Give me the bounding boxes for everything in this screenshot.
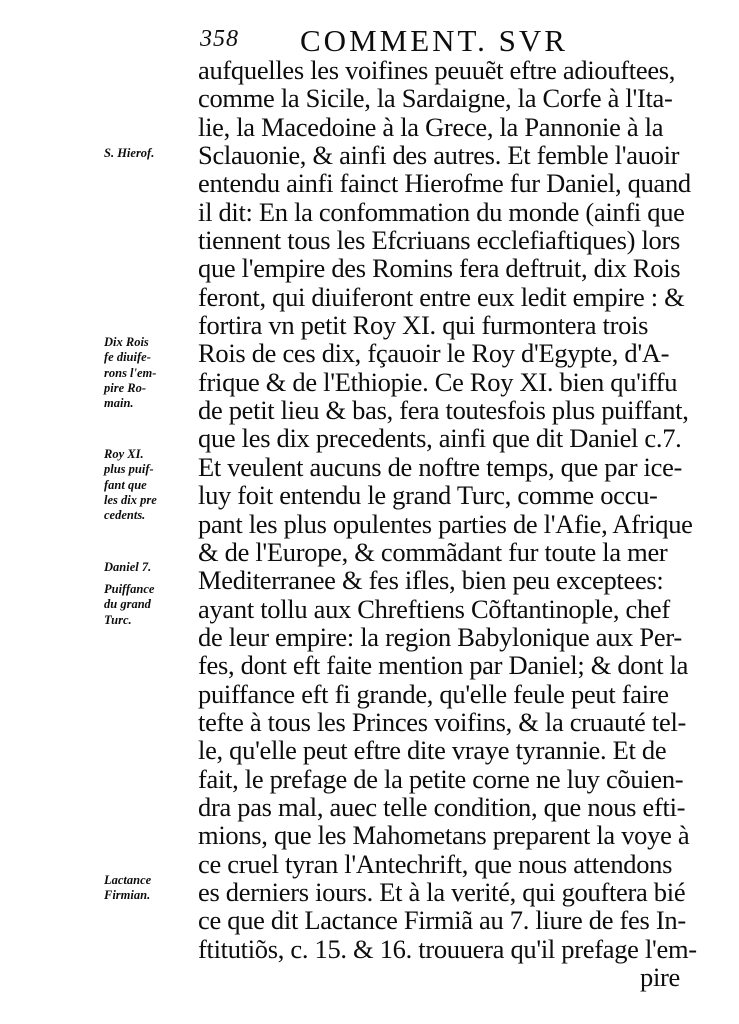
margin-note-line: Dix Rois [104, 335, 149, 349]
text-line: ayant tollu aux Chreftiens Cõftantinople, chef [198, 593, 670, 624]
margin-note-line: plus puif- [104, 462, 154, 477]
text-line: tefte à tous les Princes voifins, & la cruauté tel- [198, 706, 687, 737]
body-text [198, 55, 697, 992]
text-line: fortira vn petit Roy XI. qui furmontera trois [198, 310, 649, 341]
text-line: pant les plus opulentes parties de l'Afie, Afrique [198, 508, 693, 539]
margin-note-line: S. Hierof. [104, 146, 155, 160]
margin-note-line: rons l'em- [104, 365, 157, 380]
text-line: luy foit entendu le grand Turc, comme occu- [198, 480, 658, 511]
text-line: que l'empire des Romins fera deftruit, dix Rois [198, 253, 681, 284]
text-line: ftitutiõs, c. 15. & 16. trouuera qu'il prefage l'em- [198, 933, 697, 964]
text-line: tiennent tous les Efcriuans ecclefiaftiques) lors [198, 225, 680, 256]
text-line: de leur empire: la region Babylonique aux Per- [198, 621, 682, 652]
text-line: entendu ainfi fainct Hierofme fur Daniel, quand [198, 168, 691, 199]
margin-note-line: Lactance [104, 873, 152, 887]
text-line: de petit lieu & bas, fera toutesfois plus puiffant, [198, 395, 689, 426]
margin-note-line: fe diuife- [104, 350, 151, 365]
margin-note-line: fant que [104, 477, 147, 492]
catchword: pire [640, 962, 680, 992]
text-line: Sclauonie, & ainfi des autres. Et femble l'auoir [198, 140, 680, 171]
margin-note-line: cedents. [104, 508, 146, 523]
text-line: Et veulent aucuns de noftre temps, que par ice- [198, 451, 683, 482]
text-line: comme la Sicile, la Sardaigne, la Corfe à l'Ita- [198, 83, 673, 114]
text-line: feront, qui diuiferont entre eux ledit empire : & [198, 281, 685, 312]
margin-note-line: Firmian. [104, 888, 151, 903]
text-line: ce que dit Lactance Firmiã au 7. liure de fes In- [198, 905, 686, 936]
running-title: COMMENT. SVR [300, 23, 568, 58]
margin-note [104, 335, 196, 411]
text-line: mions, que les Mahometans preparent la voye à [198, 820, 690, 851]
text-line: ce cruel tyran l'Antechrift, que nous attendons [198, 848, 673, 879]
text-line: le, qu'elle peut eftre dite vraye tyrannie. Et de [198, 735, 667, 766]
margin-note-line: Roy XI. [104, 447, 144, 461]
text-line: fes, dont eft faite mention par Daniel; & dont la [198, 650, 689, 681]
margin-note [104, 873, 196, 904]
text-line: & de l'Europe, & commãdant fur toute la mer [198, 536, 668, 567]
page-number: 358 [200, 26, 239, 52]
text-line: puiffance eft fi grande, qu'elle feule peut faire [198, 678, 669, 709]
margin-note [104, 146, 196, 161]
margin-note [104, 447, 196, 523]
text-line: Mediterranee & fes ifles, bien peu exceptees: [198, 565, 664, 596]
text-line: fait, le prefage de la petite corne ne luy cõuien- [198, 763, 684, 794]
margin-note-line: pire Ro- [104, 380, 147, 395]
text-line: il dit: En la confommation du monde (ainfi que [198, 196, 685, 227]
text-line: es derniers iours. Et à la verité, qui goufterа bié [198, 876, 686, 907]
text-line: lie, la Macedoine à la Grece, la Pannonie à la [198, 111, 664, 142]
margin-note [104, 560, 196, 575]
text-line: Rois de ces dix, fçauoir le Roy d'Egypte, d'A- [198, 338, 670, 369]
text-line: que les dix precedents, ainfi que dit Daniel c.7. [198, 423, 682, 454]
margin-note-line: les dix pre [104, 492, 157, 507]
margin-note [104, 582, 196, 628]
margin-note-line: Turc. [104, 612, 132, 627]
margin-note-line: du grand [104, 597, 151, 612]
margin-note-line: Puiffance [104, 582, 155, 596]
text-line: aufquelles les voifines peuuẽt eftre adiouftees, [198, 55, 676, 85]
text-line: frique & de l'Ethiopie. Ce Roy XI. bien qu'iffu [198, 366, 678, 397]
margin-note-line: Daniel 7. [104, 560, 152, 574]
margin-note-line: main. [104, 396, 134, 411]
text-line: dra pas mal, auec telle condition, que nous efti- [198, 791, 686, 822]
